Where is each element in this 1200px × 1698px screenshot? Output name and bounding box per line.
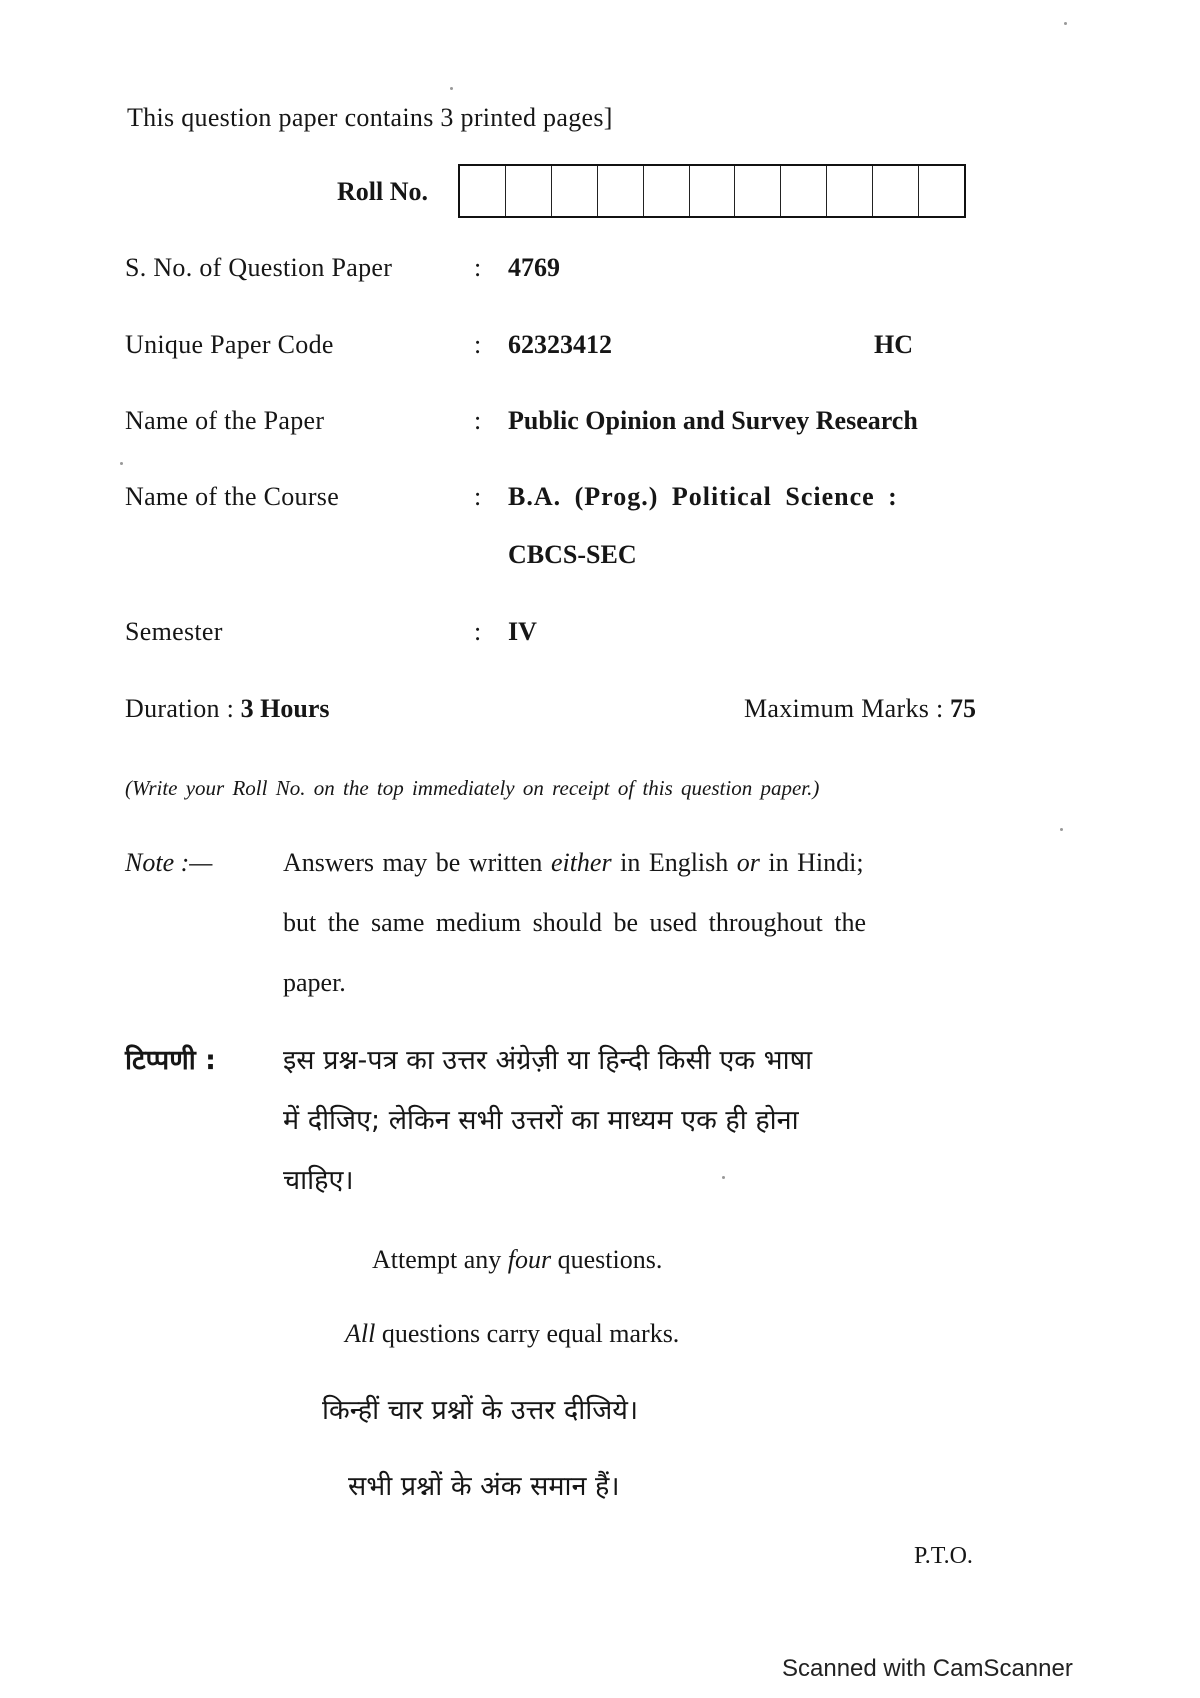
max-marks xyxy=(744,694,976,724)
note-text: in Hindi; xyxy=(759,848,864,877)
hindi-note-line-1: इस प्रश्न-पत्र का उत्तर अंग्रेज़ी या हिन्दी किसी एक भाषा xyxy=(283,1045,813,1076)
attempt-emphasis-four: four xyxy=(507,1245,552,1274)
note-line-3: paper. xyxy=(283,968,346,997)
hindi-attempt-instruction: किन्हीं चार प्रश्नों के उत्तर दीजिये। xyxy=(322,1395,639,1426)
note-text: in English xyxy=(611,848,737,877)
field-value-course-name-line2: CBCS-SEC xyxy=(508,540,637,569)
scan-speck xyxy=(722,1176,725,1179)
equal-marks-instruction xyxy=(345,1319,679,1349)
roll-no-box xyxy=(781,166,827,216)
field-label-semester: Semester xyxy=(125,617,223,646)
field-extra-hc: HC xyxy=(874,330,913,359)
field-separator: : xyxy=(474,482,482,511)
field-value-semester: IV xyxy=(508,617,537,646)
field-label-paper-name: Name of the Paper xyxy=(125,406,325,435)
field-value-paper-code: 62323412 xyxy=(508,330,612,359)
printed-pages-line: This question paper contains 3 printed pages] xyxy=(127,103,613,132)
max-marks-label: Maximum Marks : xyxy=(744,694,944,723)
pto-label: P.T.O. xyxy=(914,1543,973,1569)
field-value-paper-name: Public Opinion and Survey Research xyxy=(508,406,918,435)
roll-no-box xyxy=(827,166,873,216)
roll-no-box xyxy=(644,166,690,216)
note-emphasis-or: or xyxy=(736,848,760,877)
note-emphasis-either: either xyxy=(550,848,612,877)
note-line-1 xyxy=(283,848,864,878)
roll-no-label: Roll No. xyxy=(337,177,428,206)
field-label-paper-code: Unique Paper Code xyxy=(125,330,334,359)
hindi-note-line-3: चाहिए। xyxy=(283,1165,354,1196)
roll-no-box xyxy=(598,166,644,216)
attempt-text: questions. xyxy=(551,1245,663,1274)
roll-no-box xyxy=(735,166,781,216)
attempt-instruction xyxy=(372,1245,662,1275)
scan-speck xyxy=(1060,828,1063,831)
hindi-note-label: टिप्पणी : xyxy=(125,1045,216,1076)
hindi-note-line-2: में दीजिए; लेकिन सभी उत्तरों का माध्यम एक ही होना xyxy=(283,1105,799,1136)
max-marks-value: 75 xyxy=(950,694,976,723)
field-separator: : xyxy=(474,617,482,646)
equal-text: questions carry equal marks. xyxy=(375,1319,680,1348)
field-value-course-name: B.A. (Prog.) Political Science : xyxy=(508,482,898,511)
field-separator: : xyxy=(474,406,482,435)
note-line-2: but the same medium should be used throughout the xyxy=(283,908,867,937)
camscanner-watermark: Scanned with CamScanner xyxy=(782,1655,1073,1682)
scan-speck xyxy=(450,87,453,90)
roll-no-box xyxy=(552,166,598,216)
field-label-course-name: Name of the Course xyxy=(125,482,340,511)
hindi-equal-marks: सभी प्रश्नों के अंक समान हैं। xyxy=(348,1471,620,1502)
field-separator: : xyxy=(474,330,482,359)
roll-no-box xyxy=(690,166,736,216)
scan-speck xyxy=(120,462,123,465)
roll-no-boxes xyxy=(458,164,966,218)
duration xyxy=(125,694,330,724)
field-separator: : xyxy=(474,253,482,282)
roll-no-instruction: (Write your Roll No. on the top immediately on receipt of this question paper.) xyxy=(125,776,820,800)
roll-no-box xyxy=(873,166,919,216)
attempt-text: Attempt any xyxy=(372,1245,508,1274)
field-value-serial-no: 4769 xyxy=(508,253,560,282)
duration-value: 3 Hours xyxy=(240,694,330,723)
roll-no-box xyxy=(919,166,964,216)
note-label: Note :— xyxy=(125,848,213,877)
field-label-serial-no: S. No. of Question Paper xyxy=(125,253,393,282)
roll-no-box xyxy=(460,166,506,216)
duration-label: Duration : xyxy=(125,694,235,723)
note-text: Answers may be written xyxy=(283,848,551,877)
equal-emphasis-all: All xyxy=(345,1319,376,1348)
scan-speck xyxy=(1064,22,1067,25)
roll-no-box xyxy=(506,166,552,216)
